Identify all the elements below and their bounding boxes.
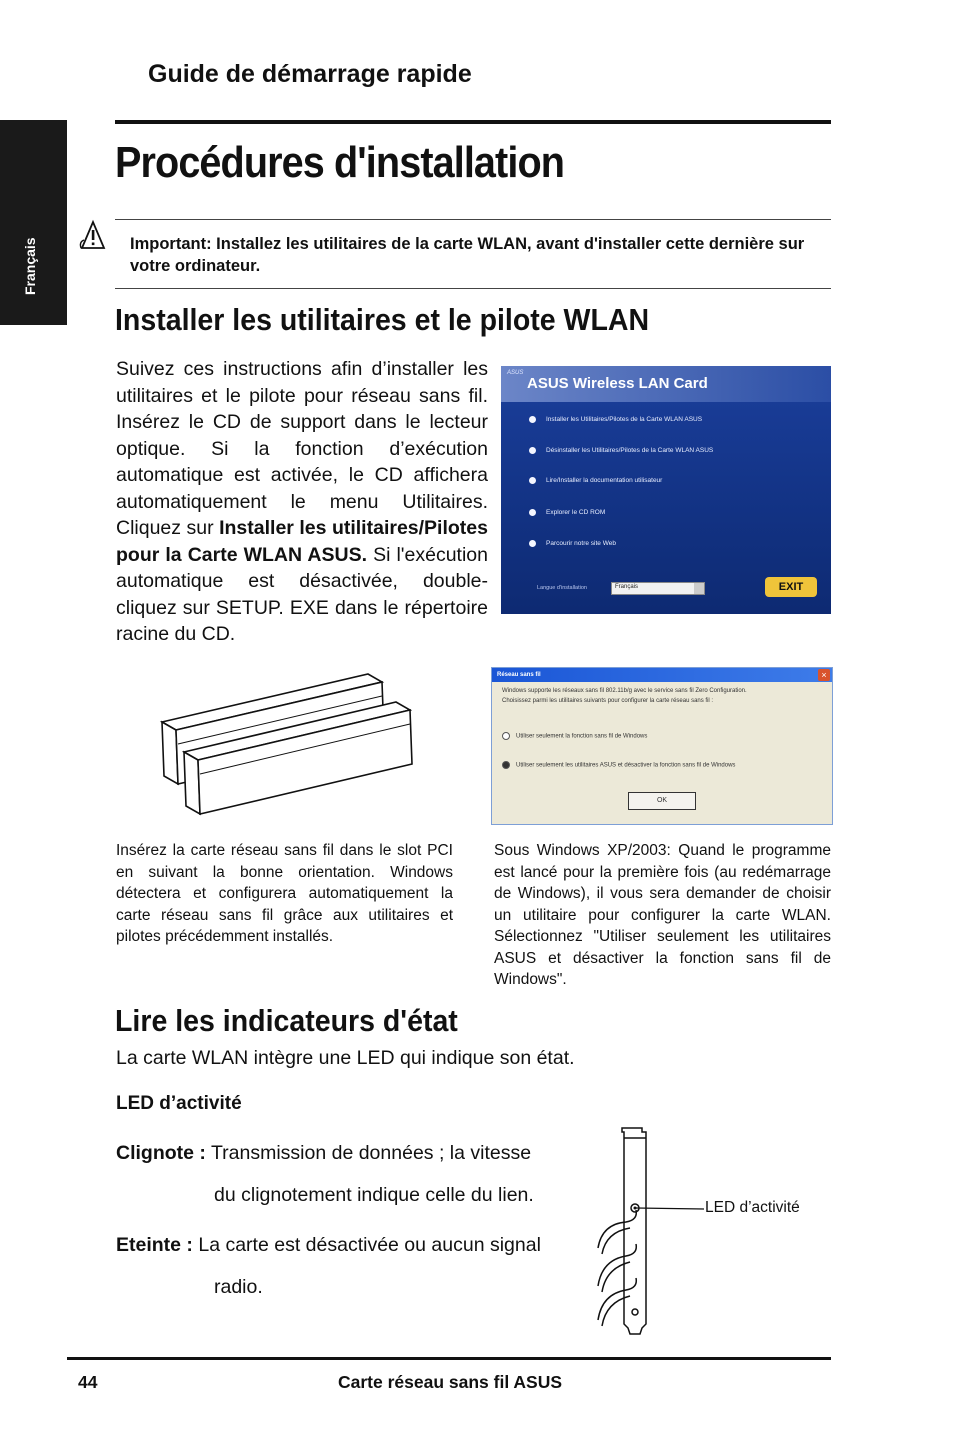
section-heading-install: Installer les utilitaires et le pilote WLAN bbox=[115, 302, 650, 337]
dialog-option-windows[interactable]: Utiliser seulement la fonction sans fil de Windows bbox=[502, 732, 647, 740]
warning-hand-icon bbox=[78, 218, 108, 252]
wlan-card-slot-illustration bbox=[150, 660, 420, 820]
led-intro: La carte WLAN intègre une LED qui indique son état. bbox=[116, 1047, 575, 1069]
wireless-dialog-screenshot bbox=[491, 667, 833, 825]
section-heading-indicators: Lire les indicateurs d'état bbox=[115, 1003, 458, 1038]
dialog-text-2: Choisissez parmi les utilitaires suivants pour configurer la carte réseau sans fil : bbox=[502, 698, 714, 704]
off-description-cont: radio. bbox=[214, 1276, 263, 1298]
bullet-icon bbox=[529, 540, 536, 547]
page-number: 44 bbox=[78, 1372, 98, 1392]
menu-item-install[interactable]: Installer les Utilitaires/Pilotes de la Carte WLAN ASUS bbox=[529, 416, 702, 428]
caption-insert-card: Insérez la carte réseau sans fil dans le slot PCI en suivant la bonne orientation. Windows détectera et configurera automatiquement la carte réseau sans fil grâce aux utilitaires et pilotes précédemment installés. bbox=[116, 842, 453, 945]
radio-icon bbox=[502, 732, 510, 740]
important-bottom-rule bbox=[115, 288, 831, 289]
install-instructions: Suivez ces instructions afin d’installer les utilitaires et le pilote pour réseau sans fil. Insérez le CD de support dans le lecteur optique. Si la fonction d’exécution automatique est activée, le CD affichera automatiquement le menu Utilitaires. Cliquez sur Installer les utilitaires/Pilotes pour la Carte WLAN ASUS. Si l'exécution automatique est désactivée, double-cliquez sur SETUP. EXE dans le répertoire racine du CD. bbox=[116, 358, 488, 645]
language-label: Français bbox=[22, 237, 38, 295]
asus-logo: ASUS bbox=[507, 370, 524, 376]
dialog-option-asus[interactable]: Utiliser seulement les utilitaires ASUS et désactiver la fonction sans fil de Windows bbox=[502, 761, 735, 769]
blink-description: Clignote : Transmission de données ; la vitesse bbox=[116, 1142, 532, 1164]
page-title: Procédures d'installation bbox=[115, 138, 565, 187]
led-diagram-label: LED d’activité bbox=[705, 1199, 800, 1216]
menu-item-explore-cd[interactable]: Explorer le CD ROM bbox=[529, 509, 605, 521]
top-divider bbox=[115, 120, 831, 124]
bullet-icon bbox=[529, 477, 536, 484]
led-title: LED d’activité bbox=[116, 1093, 242, 1114]
menu-item-website[interactable]: Parcourir notre site Web bbox=[529, 540, 616, 552]
footer-product-name: Carte réseau sans fil ASUS bbox=[338, 1372, 563, 1392]
important-note: Important: Installez les utilitaires de la carte WLAN, avant d'installer cette dernière sur votre ordinateur. bbox=[130, 235, 805, 275]
dialog-text-1: Windows supporte les réseaux sans fil 802.11b/g avec le service sans fil Zero Configuration. bbox=[502, 688, 747, 694]
language-side-tab bbox=[0, 120, 67, 325]
language-label: Langue d'installation bbox=[537, 585, 587, 591]
caption-windows-xp: Sous Windows XP/2003: Quand le programme est lancé pour la première fois (au redémarrage de Windows), il vous sera demander de choisir un utilitaire pour configurer la carte WLAN. Sélectionnez "Utiliser seulement les utilitaires ASUS et désactiver la fonction sans fil de Windows". bbox=[494, 842, 831, 988]
menu-item-docs[interactable]: Lire/Installer la documentation utilisateur bbox=[529, 477, 662, 489]
autorun-title: ASUS Wireless LAN Card bbox=[527, 375, 708, 392]
language-select[interactable]: Français bbox=[611, 582, 705, 595]
autorun-menu-screenshot bbox=[501, 366, 831, 614]
chevron-down-icon bbox=[694, 583, 704, 594]
card-bracket-diagram bbox=[596, 1124, 706, 1340]
blink-description-cont: du clignotement indique celle du lien. bbox=[214, 1184, 534, 1206]
dialog-title: Réseau sans fil bbox=[492, 668, 832, 682]
menu-item-uninstall[interactable]: Désinstaller les Utilitaires/Pilotes de la Carte WLAN ASUS bbox=[529, 447, 713, 459]
ok-button[interactable]: OK bbox=[628, 792, 696, 810]
exit-button[interactable]: EXIT bbox=[765, 577, 817, 597]
guide-title: Guide de démarrage rapide bbox=[148, 60, 472, 88]
radio-selected-icon bbox=[502, 761, 510, 769]
bullet-icon bbox=[529, 447, 536, 454]
off-description: Eteinte : La carte est désactivée ou aucun signal bbox=[116, 1234, 541, 1256]
bullet-icon bbox=[529, 416, 536, 423]
close-icon[interactable]: × bbox=[818, 669, 830, 681]
footer-divider bbox=[67, 1357, 831, 1360]
led-pointer-line bbox=[636, 1204, 706, 1214]
bullet-icon bbox=[529, 509, 536, 516]
important-top-rule bbox=[115, 219, 831, 220]
